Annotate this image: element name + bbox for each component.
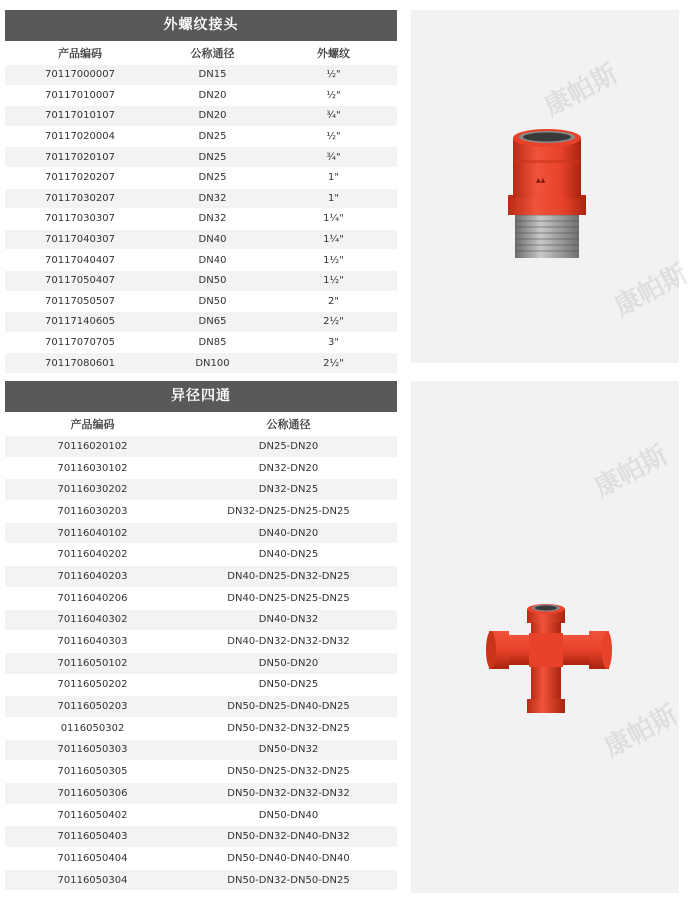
product-code-cell: 70117080601 [5, 353, 155, 374]
table-header-row [5, 41, 397, 65]
brand-watermark: 康帕斯 [599, 700, 683, 764]
nominal-diameter-cell: DN32 [155, 209, 270, 230]
nominal-diameter-cell: DN25 [155, 126, 270, 147]
thread-size-cell: 1¼" [270, 229, 397, 250]
table-row [5, 436, 397, 457]
table-row [5, 652, 397, 674]
brand-watermark: 康帕斯 [539, 59, 623, 123]
product-code-cell: 70116040303 [5, 631, 180, 653]
nominal-diameter-cell: DN32-DN25 [180, 479, 397, 501]
nominal-diameter-cell: DN100 [155, 353, 270, 374]
spec-table [5, 412, 397, 891]
product-code-cell: 70116050102 [5, 652, 180, 674]
thread-size-cell: 1" [270, 167, 397, 188]
nominal-diameter-cell: DN40-DN25 [180, 544, 397, 566]
nominal-diameter-cell: DN20 [155, 106, 270, 127]
nominal-diameter-cell: DN50-DN32-DN40-DN32 [180, 826, 397, 848]
product-code-cell: 70117000007 [5, 65, 155, 85]
nominal-diameter-cell: DN50-DN32 [180, 739, 397, 761]
table-row [5, 739, 397, 761]
product-code-cell: 70116040202 [5, 544, 180, 566]
product-code-cell: 70116050202 [5, 674, 180, 696]
section-title: 外螺纹接头 [5, 10, 397, 41]
column-header: 公称通径 [155, 41, 270, 65]
product-code-cell: 70117050407 [5, 270, 155, 291]
table-row [5, 332, 397, 353]
table-row [5, 501, 397, 523]
nominal-diameter-cell: DN40-DN20 [180, 522, 397, 544]
nominal-diameter-cell: DN50-DN32-DN32-DN25 [180, 717, 397, 739]
section-title: 异径四通 [5, 381, 397, 412]
column-header: 公称通径 [180, 412, 397, 436]
thread-size-cell: 2½" [270, 312, 397, 333]
nominal-diameter-cell: DN50-DN25-DN32-DN25 [180, 761, 397, 783]
nominal-diameter-cell: DN25-DN20 [180, 436, 397, 457]
spec-table [5, 41, 397, 374]
table-row [5, 229, 397, 250]
product-code-cell: 70117140605 [5, 312, 155, 333]
thread-size-cell: ¾" [270, 147, 397, 168]
column-header: 产品编码 [5, 41, 155, 65]
table-row [5, 826, 397, 848]
table-row [5, 717, 397, 739]
table-wrapper [5, 381, 397, 893]
product-code-cell: 70116050404 [5, 848, 180, 870]
thread-size-cell: ½" [270, 85, 397, 106]
product-code-cell: 70117020207 [5, 167, 155, 188]
product-code-cell: 70116050305 [5, 761, 180, 783]
table-row [5, 85, 397, 106]
product-code-cell: 70116040203 [5, 566, 180, 588]
brand-watermark: 康帕斯 [609, 259, 693, 323]
section-reducing-cross [5, 381, 683, 893]
thread-size-cell: 2" [270, 291, 397, 312]
table-row [5, 353, 397, 374]
product-code-cell: 70117020107 [5, 147, 155, 168]
table-row [5, 609, 397, 631]
thread-size-cell: ¾" [270, 106, 397, 127]
table-row [5, 587, 397, 609]
thread-size-cell: ½" [270, 65, 397, 85]
nominal-diameter-cell: DN15 [155, 65, 270, 85]
product-code-cell: 0116050302 [5, 717, 180, 739]
brand-watermark: 康帕斯 [589, 440, 673, 504]
table-row [5, 869, 397, 891]
table-row [5, 631, 397, 653]
product-code-cell: 70116050403 [5, 826, 180, 848]
product-code-cell: 70116050306 [5, 783, 180, 805]
thread-size-cell: 1½" [270, 250, 397, 271]
table-wrapper [5, 10, 397, 369]
table-row [5, 761, 397, 783]
table-row [5, 522, 397, 544]
product-code-cell: 70116040302 [5, 609, 180, 631]
column-header: 产品编码 [5, 412, 180, 436]
table-row [5, 804, 397, 826]
table-row [5, 188, 397, 209]
nominal-diameter-cell: DN50-DN32-DN32-DN32 [180, 783, 397, 805]
thread-size-cell: 2½" [270, 353, 397, 374]
nominal-diameter-cell: DN85 [155, 332, 270, 353]
table-row [5, 848, 397, 870]
product-code-cell: 70116030102 [5, 457, 180, 479]
table-row [5, 65, 397, 85]
product-code-cell: 70116030203 [5, 501, 180, 523]
table-row [5, 209, 397, 230]
nominal-diameter-cell: DN50-DN25-DN40-DN25 [180, 696, 397, 718]
nominal-diameter-cell: DN32 [155, 188, 270, 209]
male-thread-adapter-image [411, 10, 679, 363]
table-row [5, 126, 397, 147]
table-row [5, 696, 397, 718]
nominal-diameter-cell: DN25 [155, 147, 270, 168]
thread-size-cell: ½" [270, 126, 397, 147]
table-row [5, 674, 397, 696]
product-image-panel [411, 381, 683, 893]
table-row [5, 457, 397, 479]
product-code-cell: 70117040307 [5, 229, 155, 250]
nominal-diameter-cell: DN50-DN25 [180, 674, 397, 696]
product-code-cell: 70117050507 [5, 291, 155, 312]
nominal-diameter-cell: DN50 [155, 291, 270, 312]
product-code-cell: 70117030307 [5, 209, 155, 230]
nominal-diameter-cell: DN25 [155, 167, 270, 188]
nominal-diameter-cell: DN32-DN25-DN25-DN25 [180, 501, 397, 523]
table-row [5, 312, 397, 333]
table-row [5, 566, 397, 588]
product-code-cell: 70116050402 [5, 804, 180, 826]
section-male-thread-adapter [5, 10, 693, 369]
nominal-diameter-cell: DN50-DN40-DN40-DN40 [180, 848, 397, 870]
table-row [5, 167, 397, 188]
product-code-cell: 70117030207 [5, 188, 155, 209]
nominal-diameter-cell: DN50 [155, 270, 270, 291]
product-code-cell: 70116050203 [5, 696, 180, 718]
nominal-diameter-cell: DN50-DN20 [180, 652, 397, 674]
product-code-cell: 70116020102 [5, 436, 180, 457]
product-code-cell: 70116050304 [5, 869, 180, 891]
nominal-diameter-cell: DN40-DN32 [180, 609, 397, 631]
thread-size-cell: 1¼" [270, 209, 397, 230]
table-row [5, 783, 397, 805]
table-row [5, 479, 397, 501]
nominal-diameter-cell: DN65 [155, 312, 270, 333]
product-code-cell: 70117010107 [5, 106, 155, 127]
product-code-cell: 70117040407 [5, 250, 155, 271]
product-code-cell: 70116050303 [5, 739, 180, 761]
nominal-diameter-cell: DN50-DN40 [180, 804, 397, 826]
column-header: 外螺纹 [270, 41, 397, 65]
product-code-cell: 70117020004 [5, 126, 155, 147]
product-code-cell: 70116040102 [5, 522, 180, 544]
table-row [5, 544, 397, 566]
thread-size-cell: 1½" [270, 270, 397, 291]
table-header-row [5, 412, 397, 436]
svg-text:▲▲: ▲▲ [536, 177, 546, 184]
product-code-cell: 70117070705 [5, 332, 155, 353]
product-code-cell: 70117010007 [5, 85, 155, 106]
table-row [5, 270, 397, 291]
thread-size-cell: 3" [270, 332, 397, 353]
nominal-diameter-cell: DN50-DN32-DN50-DN25 [180, 869, 397, 891]
nominal-diameter-cell: DN20 [155, 85, 270, 106]
nominal-diameter-cell: DN40-DN32-DN32-DN32 [180, 631, 397, 653]
table-row [5, 106, 397, 127]
nominal-diameter-cell: DN40 [155, 229, 270, 250]
product-image-panel [411, 10, 693, 363]
nominal-diameter-cell: DN40-DN25-DN25-DN25 [180, 587, 397, 609]
product-code-cell: 70116030202 [5, 479, 180, 501]
reducing-cross-image [411, 381, 679, 893]
product-code-cell: 70116040206 [5, 587, 180, 609]
nominal-diameter-cell: DN40-DN25-DN32-DN25 [180, 566, 397, 588]
table-row [5, 291, 397, 312]
table-row [5, 250, 397, 271]
nominal-diameter-cell: DN32-DN20 [180, 457, 397, 479]
table-row [5, 147, 397, 168]
thread-size-cell: 1" [270, 188, 397, 209]
nominal-diameter-cell: DN40 [155, 250, 270, 271]
